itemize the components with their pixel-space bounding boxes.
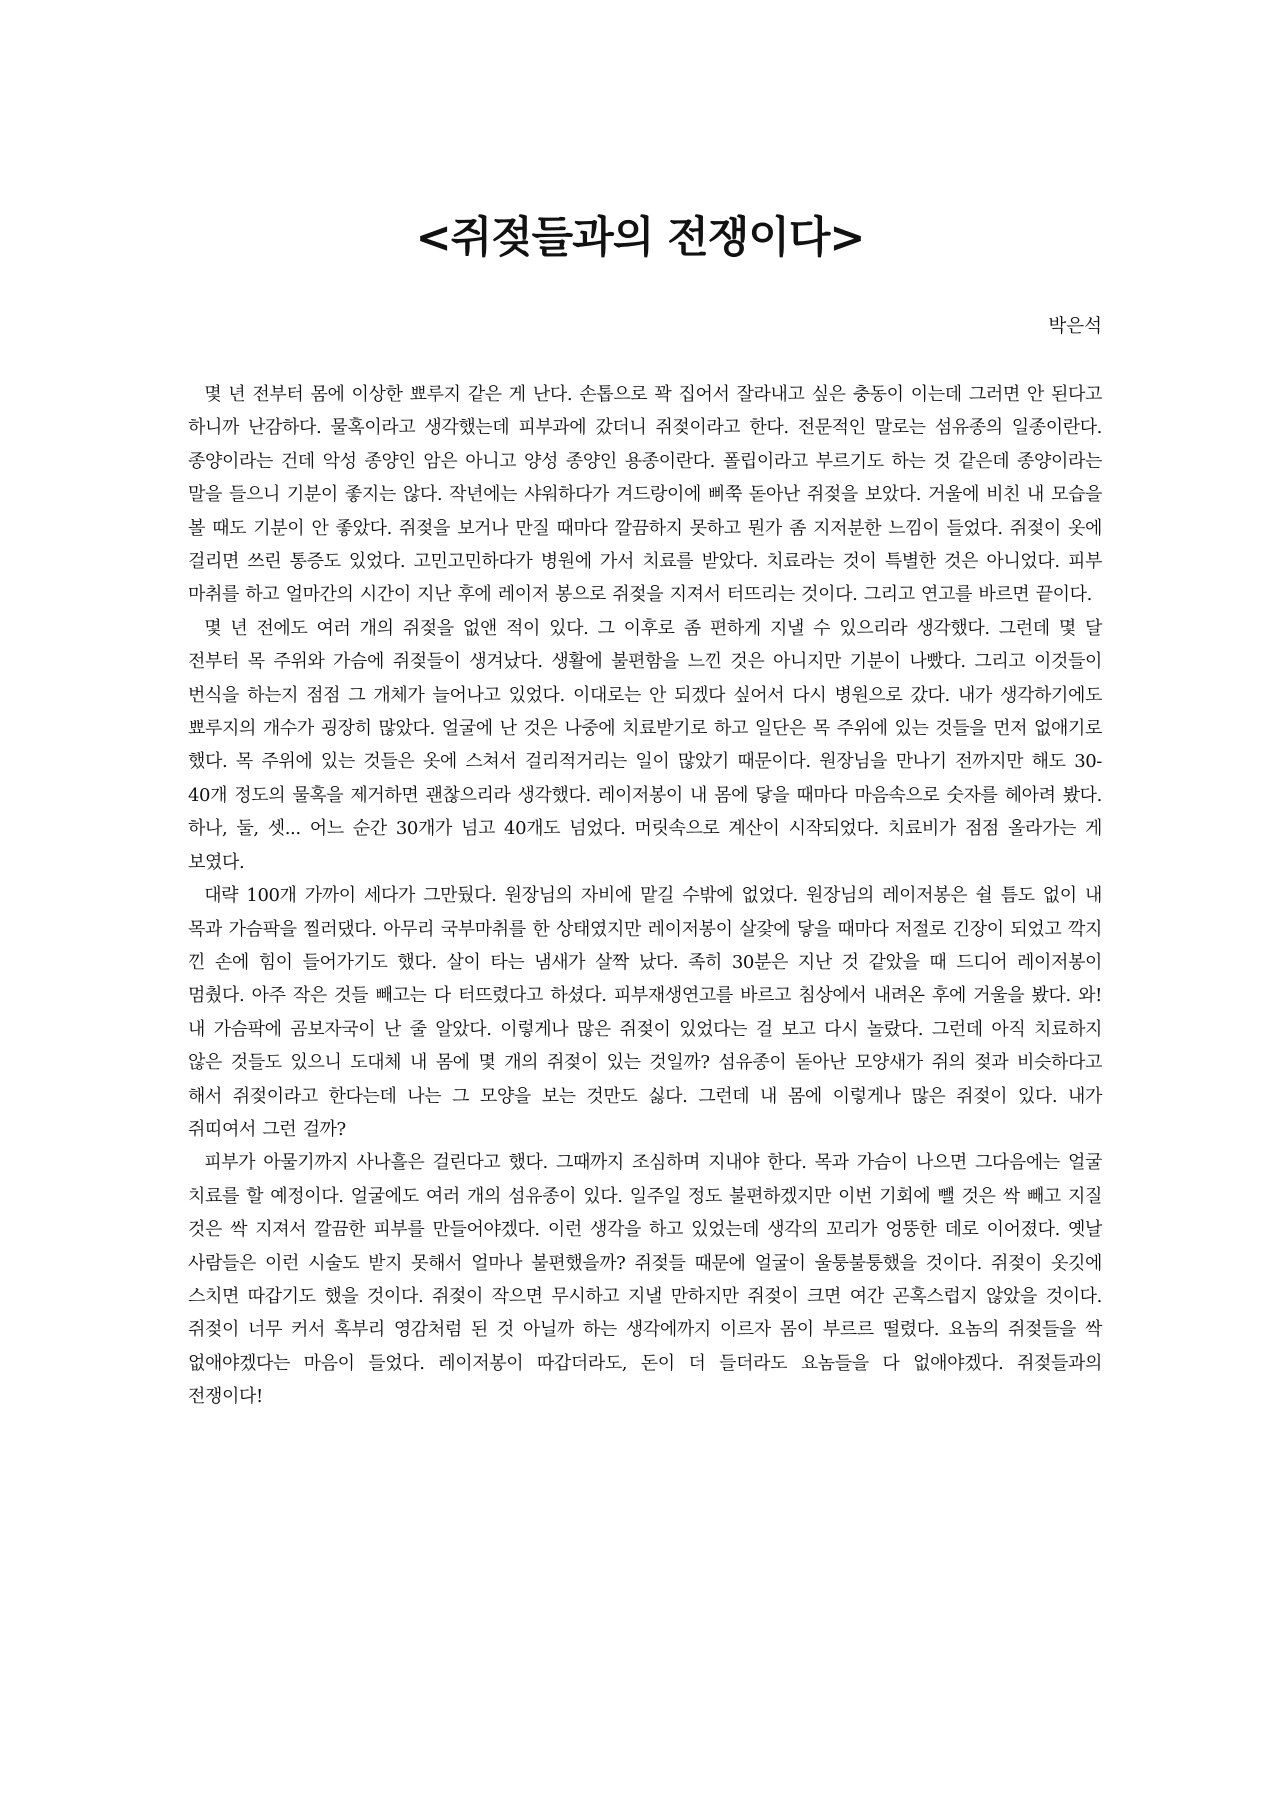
paragraph: 피부가 아물기까지 사나흘은 걸린다고 했다. 그때까지 조심하며 지내야 한다. 목과 가슴이 나으면 그다음에는 얼굴 치료를 할 예정이다. 얼굴에도 여러 개의 섬유종이 있다. 일주일 정도 불편하겠지만 이번 기회에 뺄 것은 싹 빼고 지질 것은 싹 지져서 깔끔한 피부를 만들어야겠다. 이런 생각을 하고 있었는데 생각의 꼬리가 엉뚱한 데로 이어졌다. 옛날 사람들은 이런 시술도 받지 못해서 얼마나 불편했을까? 쥐젖들 때문에 얼굴이 울퉁불퉁했을 것이다. 쥐젖이 옷깃에 스치면 따갑기도 했을 것이다. 쥐젖이 작으면 무시하고 지낼 만하지만 쥐젖이 크면 여간 곤혹스럽지 않았을 것이다. 쥐젖이 너무 커서 혹부리 영감처럼 된 것 아닐까 하는 생각에까지 이르자 몸이 부르르 떨렸다. 요놈의 쥐젖들을 싹 없애야겠다는 마음이 들었다. 레이저봉이 따갑더라도, 돈이 더 들더라도 요놈들을 다 없애야겠다. 쥐젖들과의 전쟁이다!: [188, 1152, 1102, 1408]
paragraph: 몇 년 전에도 여러 개의 쥐젖을 없앤 적이 있다. 그 이후로 좀 편하게 지낼 수 있으리라 생각했다. 그런데 몇 달 전부터 목 주위와 가슴에 쥐젖들이 생겨났다. 생활에 불편함을 느낀 것은 아니지만 기분이 나빴다. 그리고 이것들이 번식을 하는지 점점 그 개체가 늘어나고 있었다. 이대로는 안 되겠다 싶어서 다시 병원으로 갔다. 내가 생각하기에도 뾰루지의 개수가 굉장히 많았다. 얼굴에 난 것은 나중에 치료받기로 하고 일단은 목 주위에 있는 것들을 먼저 없애기로 했다. 목 주위에 있는 것들은 옷에 스쳐서 걸리적거리는 일이 많았기 때문이다. 원장님을 만나기 전까지만 해도 30-40개 정도의 물혹을 제거하면 괜찮으리라 생각했다. 레이저봉이 내 몸에 닿을 때마다 마음속으로 숫자를 헤아려 봤다. 하나, 둘, 셋... 어느 순간 30개가 넘고 40개도 넘었다. 머릿속으로 계산이 시작되었다. 치료비가 점점 올라가는 게 보였다.: [188, 617, 1102, 873]
author-name: 박은석: [1048, 316, 1102, 337]
document-body: [188, 378, 1102, 1414]
document-title: <쥐젖들과의 전쟁이다>: [415, 213, 865, 263]
paragraph: 몇 년 전부터 몸에 이상한 뾰루지 같은 게 난다. 손톱으로 꽉 집어서 잘라내고 싶은 충동이 이는데 그러면 안 된다고 하니까 난감하다. 물혹이라고 생각했는데 피부과에 갔더니 쥐젖이라고 한다. 전문적인 말로는 섬유종의 일종이란다. 종양이라는 건데 악성 종양인 암은 아니고 양성 종양인 용종이란다. 폴립이라고 부르기도 하는 것 같은데 종양이라는 말을 들으니 기분이 좋지는 않다. 작년에는 샤워하다가 겨드랑이에 삐쭉 돋아난 쥐젖을 보았다. 거울에 비친 내 모습을 볼 때도 기분이 안 좋았다. 쥐젖을 보거나 만질 때마다 깔끔하지 못하고 뭔가 좀 지저분한 느낌이 들었다. 쥐젖이 옷에 걸리면 쓰린 통증도 있었다. 고민고민하다가 병원에 가서 치료를 받았다. 치료라는 것이 특별한 것은 아니었다. 피부 마취를 하고 얼마간의 시간이 지난 후에 레이저 봉으로 쥐젖을 지져서 터뜨리는 것이다. 그리고 연고를 바르면 끝이다.: [188, 384, 1102, 606]
paragraph: 대략 100개 가까이 세다가 그만뒀다. 원장님의 자비에 맡길 수밖에 없었다. 원장님의 레이저봉은 쉴 틈도 없이 내 목과 가슴팍을 찔러댔다. 아무리 국부마취를 한 상태였지만 레이저봉이 살갗에 닿을 때마다 저절로 긴장이 되었고 깍지 낀 손에 힘이 들어가기도 했다. 살이 타는 냄새가 살짝 났다. 족히 30분은 지난 것 같았을 때 드디어 레이저봉이 멈췄다. 아주 작은 것들 빼고는 다 터뜨렸다고 하셨다. 피부재생연고를 바르고 침상에서 내려온 후에 거울을 봤다. 와! 내 가슴팍에 곰보자국이 난 줄 알았다. 이렇게나 많은 쥐젖이 있었다는 걸 보고 다시 놀랐다. 그런데 아직 치료하지 않은 것들도 있으니 도대체 내 몸에 몇 개의 쥐젖이 있는 것일까? 섬유종이 돋아난 모양새가 쥐의 젖과 비슷하다고 해서 쥐젖이라고 한다는데 나는 그 모양을 보는 것만도 싫다. 그런데 내 몸에 이렇게나 많은 쥐젖이 있다. 내가 쥐띠여서 그런 걸까?: [188, 885, 1102, 1140]
